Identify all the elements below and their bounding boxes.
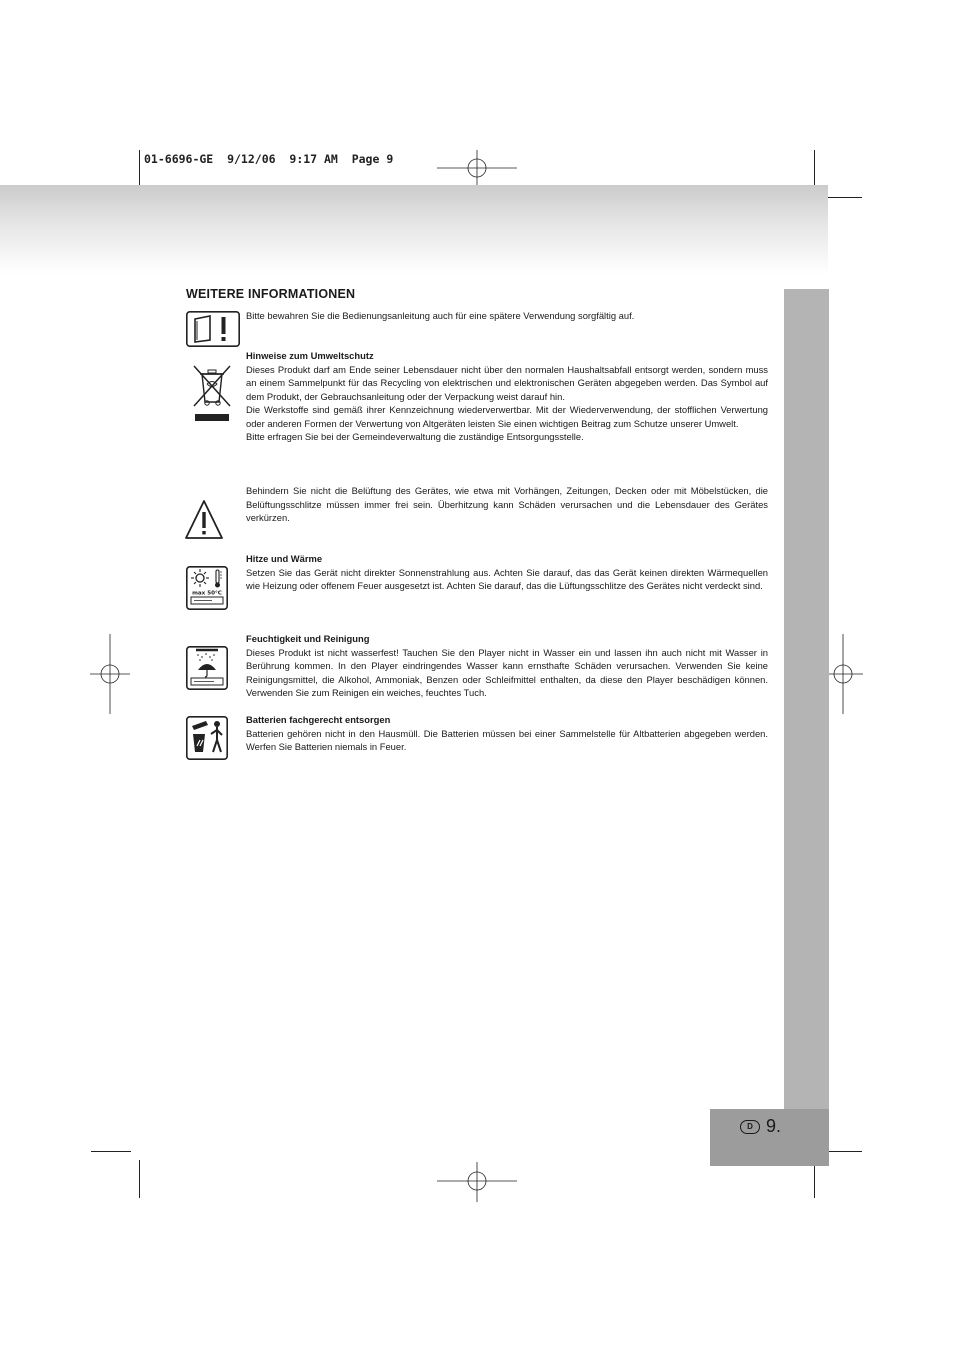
print-slug: 01-6696-GE 9/12/06 9:17 AM Page 9 (144, 152, 394, 166)
registration-mark-icon (823, 634, 863, 714)
header-gradient-band (0, 185, 828, 275)
heat-max-temperature-icon (186, 566, 228, 610)
moisture-umbrella-icon (186, 646, 228, 690)
ventilation-text: Behindern Sie nicht die Belüftung des Gerätes, wie etwa mit Vorhängen, Zeitungen, Decken oder mit Möbelstücken, die Belüftungsschlitze müssen immer frei sein. Überhitzung kann Schäden verursachen und die Lebensdauer des Gerätes verkürzen. (246, 485, 768, 523)
environment-section (246, 349, 768, 444)
crop-mark (139, 1160, 140, 1198)
battery-disposal-icon (186, 716, 228, 760)
registration-mark-icon (437, 1162, 517, 1202)
moisture-section (246, 632, 768, 700)
manual-note-text: Bitte bewahren Sie die Bedienungsanleitung auch für eine spätere Verwendung sorgfältig auf. (246, 310, 635, 321)
heat-text: Setzen Sie das Gerät nicht direkter Sonnenstrahlung aus. Achten Sie darauf, das das Gerät keinen direkten Wärmequellen wie Heizung oder offenem Feuer ausgesetzt ist. Achten Sie darauf, das die Lüftungsschlitze des Gerätes nicht verdeckt sind. (246, 566, 768, 591)
batteries-heading: Batterien fachgerecht entsorgen (246, 714, 391, 725)
crop-mark (139, 150, 140, 187)
registration-mark-icon (437, 150, 517, 190)
crop-mark (824, 1151, 862, 1152)
page-title: WEITERE INFORMATIONEN (186, 287, 356, 301)
heat-heading: Hitze und Wärme (246, 553, 323, 564)
page-number (740, 1116, 781, 1137)
manual-exclamation-icon (186, 311, 240, 347)
moisture-text: Dieses Produkt ist nicht wasserfest! Tauchen Sie den Player nicht in Wasser ein und lassen ihn auch nicht mit Wasser in Berührung kommen. In den Player eindringendes Wasser kann ernsthafte Schäden verursachen. Verwenden Sie keine Reinigungsmittel, die Alkohol, Ammoniak, Benzen oder Schleifmittel enthalten, da diese den Player beschädigen können. Verwenden Sie zum Reinigen ein weiches, feuchtes Tuch. (246, 646, 768, 698)
ventilation-section (246, 484, 768, 525)
environment-paragraph: Die Werkstoffe sind gemäß ihrer Kennzeichnung wiederverwertbar. Mit der Wiederverwendung, der stofflichen Verwertung oder anderen Formen der Verwertung von Altgeräten leisten Sie einen wichtigen Beitrag zum Schutze unserer Umwelt. (246, 404, 768, 429)
environment-heading: Hinweise zum Umweltschutz (246, 350, 374, 361)
crop-mark (91, 1151, 131, 1152)
crossed-out-wheelie-bin-icon (192, 362, 232, 424)
language-badge: D (740, 1120, 760, 1134)
moisture-heading: Feuchtigkeit und Reinigung (246, 633, 370, 644)
batteries-section (246, 713, 768, 754)
environment-paragraph: Bitte erfragen Sie bei der Gemeindeverwaltung die zuständige Entsorgungsstelle. (246, 431, 584, 442)
side-color-strip (784, 289, 829, 1109)
batteries-text: Batterien gehören nicht in den Hausmüll. Die Batterien müssen bei einer Sammelstelle für Altbatterien abgegeben werden. Werfen Sie Batterien niemals in Feuer. (246, 727, 768, 752)
warning-triangle-icon (184, 499, 224, 541)
manual-note (246, 309, 768, 323)
registration-mark-icon (90, 634, 130, 714)
environment-paragraph: Dieses Produkt darf am Ende seiner Lebensdauer nicht über den normalen Haushaltsabfall entsorgt werden, sondern muss an einem Sammelpunkt für das Recycling von elektrischen und elektronischen Geräten abgegeben werden. Das Symbol auf dem Produkt, der Gebrauchsanleitung oder der Verpackung weist darauf hin. (246, 363, 768, 402)
page-number-text: 9. (766, 1116, 782, 1136)
crop-mark (824, 197, 862, 198)
heat-section (246, 552, 768, 593)
crop-mark (814, 150, 815, 187)
heat-limit-label: max 50°C (192, 590, 222, 597)
